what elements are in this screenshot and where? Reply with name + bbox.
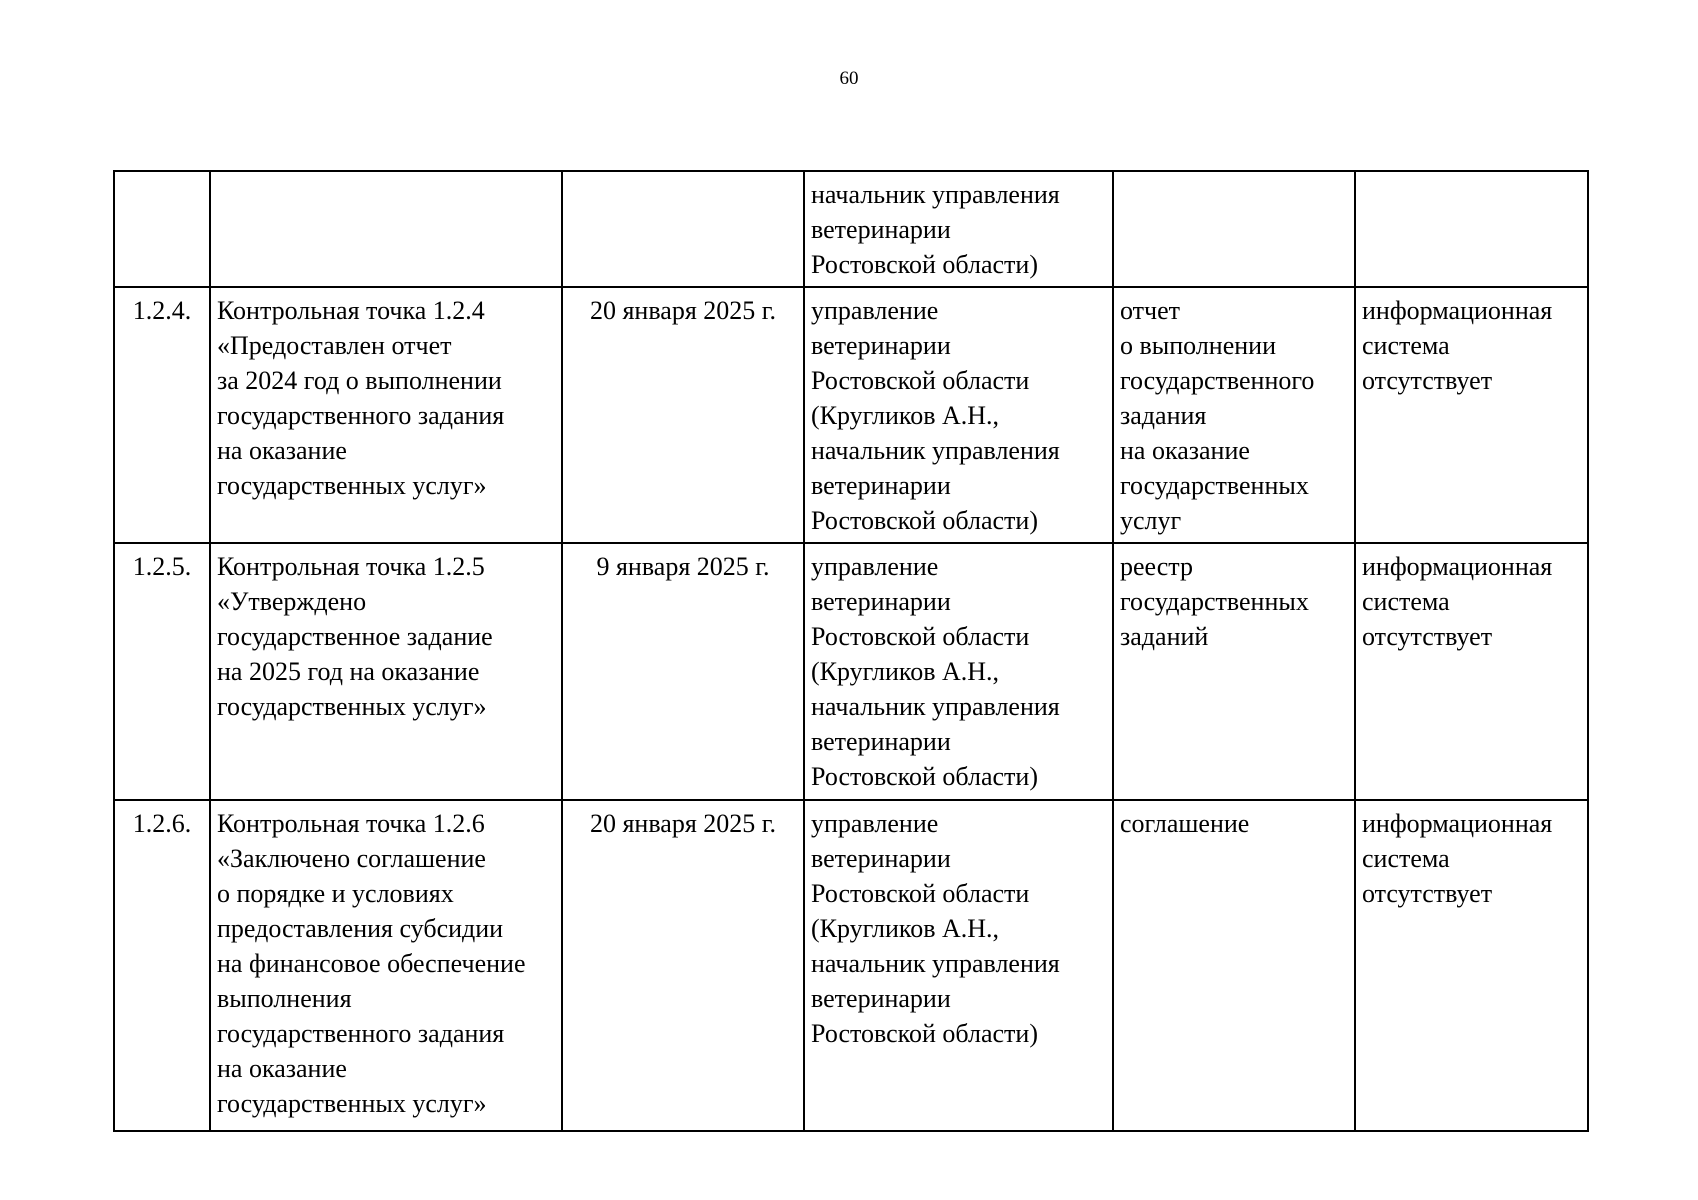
responsible-line: начальник управления	[811, 180, 1060, 209]
name-line: государственного задания	[217, 401, 505, 430]
name-line: «Заключено соглашение	[217, 844, 486, 873]
cell-responsible	[804, 287, 1113, 543]
responsible-line: начальник управления	[811, 692, 1060, 721]
system-line: отсутствует	[1362, 622, 1493, 651]
responsible-line: ветеринарии	[811, 844, 951, 873]
page-number: 60	[839, 68, 859, 89]
name-line: «Предоставлен отчет	[217, 331, 452, 360]
cell-system	[1355, 287, 1588, 543]
document-line: отчет	[1120, 296, 1180, 325]
responsible-line: ветеринарии	[811, 331, 951, 360]
name-line: предоставления субсидии	[217, 914, 504, 943]
control-points-table	[113, 170, 1589, 1132]
system-line: информационная	[1362, 296, 1553, 325]
name-line: выполнения	[217, 984, 352, 1013]
responsible-line: ветеринарии	[811, 984, 951, 1013]
cell-system	[1355, 171, 1588, 287]
system-line: система	[1362, 587, 1450, 616]
system-line: отсутствует	[1362, 879, 1493, 908]
cell-responsible	[804, 543, 1113, 800]
table-row-continuation	[114, 171, 1588, 287]
cell-number: 1.2.4.	[114, 287, 210, 543]
document-line: заданий	[1120, 622, 1209, 651]
cell-name	[210, 171, 562, 287]
cell-date	[562, 171, 804, 287]
responsible-line: Ростовской области	[811, 879, 1030, 908]
responsible-line: (Кругликов А.Н.,	[811, 914, 1000, 943]
name-line: Контрольная точка 1.2.5	[217, 552, 485, 581]
document-line: соглашение	[1120, 809, 1250, 838]
document-line: реестр	[1120, 552, 1193, 581]
cell-number: 1.2.5.	[114, 543, 210, 800]
responsible-line: начальник управления	[811, 436, 1060, 465]
table-row	[114, 543, 1588, 800]
responsible-line: ветеринарии	[811, 471, 951, 500]
responsible-line: Ростовской области)	[811, 250, 1038, 279]
document-line: государственных	[1120, 587, 1309, 616]
cell-date: 20 января 2025 г.	[562, 800, 804, 1131]
cell-number: 1.2.6.	[114, 800, 210, 1131]
document-line: задания	[1120, 401, 1207, 430]
document-line: государственного	[1120, 366, 1315, 395]
document-line: государственных	[1120, 471, 1309, 500]
table-row	[114, 287, 1588, 543]
cell-date: 9 января 2025 г.	[562, 543, 804, 800]
responsible-line: начальник управления	[811, 949, 1060, 978]
name-line: на оказание	[217, 436, 347, 465]
system-line: отсутствует	[1362, 366, 1493, 395]
responsible-line: (Кругликов А.Н.,	[811, 657, 1000, 686]
cell-document	[1113, 800, 1355, 1131]
name-line: за 2024 год о выполнении	[217, 366, 502, 395]
table-row	[114, 800, 1588, 1131]
name-line: государственное задание	[217, 622, 493, 651]
cell-responsible	[804, 800, 1113, 1131]
cell-name	[210, 543, 562, 800]
cell-responsible	[804, 171, 1113, 287]
cell-system	[1355, 800, 1588, 1131]
responsible-line: Ростовской области)	[811, 506, 1038, 535]
responsible-line: ветеринарии	[811, 587, 951, 616]
name-line: Контрольная точка 1.2.6	[217, 809, 485, 838]
name-line: государственных услуг»	[217, 692, 487, 721]
cell-name	[210, 287, 562, 543]
name-line: государственного задания	[217, 1019, 505, 1048]
cell-name	[210, 800, 562, 1131]
name-line: на оказание	[217, 1054, 347, 1083]
document-line: услуг	[1120, 506, 1182, 535]
document-line: о выполнении	[1120, 331, 1276, 360]
responsible-line: Ростовской области)	[811, 1019, 1038, 1048]
responsible-line: Ростовской области	[811, 622, 1030, 651]
name-line: Контрольная точка 1.2.4	[217, 296, 485, 325]
cell-number	[114, 171, 210, 287]
name-line: «Утверждено	[217, 587, 367, 616]
cell-system	[1355, 543, 1588, 800]
cell-document	[1113, 543, 1355, 800]
responsible-line: (Кругликов А.Н.,	[811, 401, 1000, 430]
system-line: система	[1362, 844, 1450, 873]
responsible-line: управление	[811, 809, 939, 838]
cell-document	[1113, 171, 1355, 287]
cell-document	[1113, 287, 1355, 543]
system-line: информационная	[1362, 809, 1553, 838]
responsible-line: управление	[811, 552, 939, 581]
document-line: на оказание	[1120, 436, 1250, 465]
responsible-line: Ростовской области)	[811, 762, 1038, 791]
name-line: государственных услуг»	[217, 1089, 487, 1118]
system-line: система	[1362, 331, 1450, 360]
responsible-line: ветеринарии	[811, 727, 951, 756]
name-line: о порядке и условиях	[217, 879, 454, 908]
cell-date: 20 января 2025 г.	[562, 287, 804, 543]
name-line: на финансовое обеспечение	[217, 949, 526, 978]
name-line: на 2025 год на оказание	[217, 657, 480, 686]
name-line: государственных услуг»	[217, 471, 487, 500]
responsible-line: ветеринарии	[811, 215, 951, 244]
system-line: информационная	[1362, 552, 1553, 581]
responsible-line: Ростовской области	[811, 366, 1030, 395]
responsible-line: управление	[811, 296, 939, 325]
